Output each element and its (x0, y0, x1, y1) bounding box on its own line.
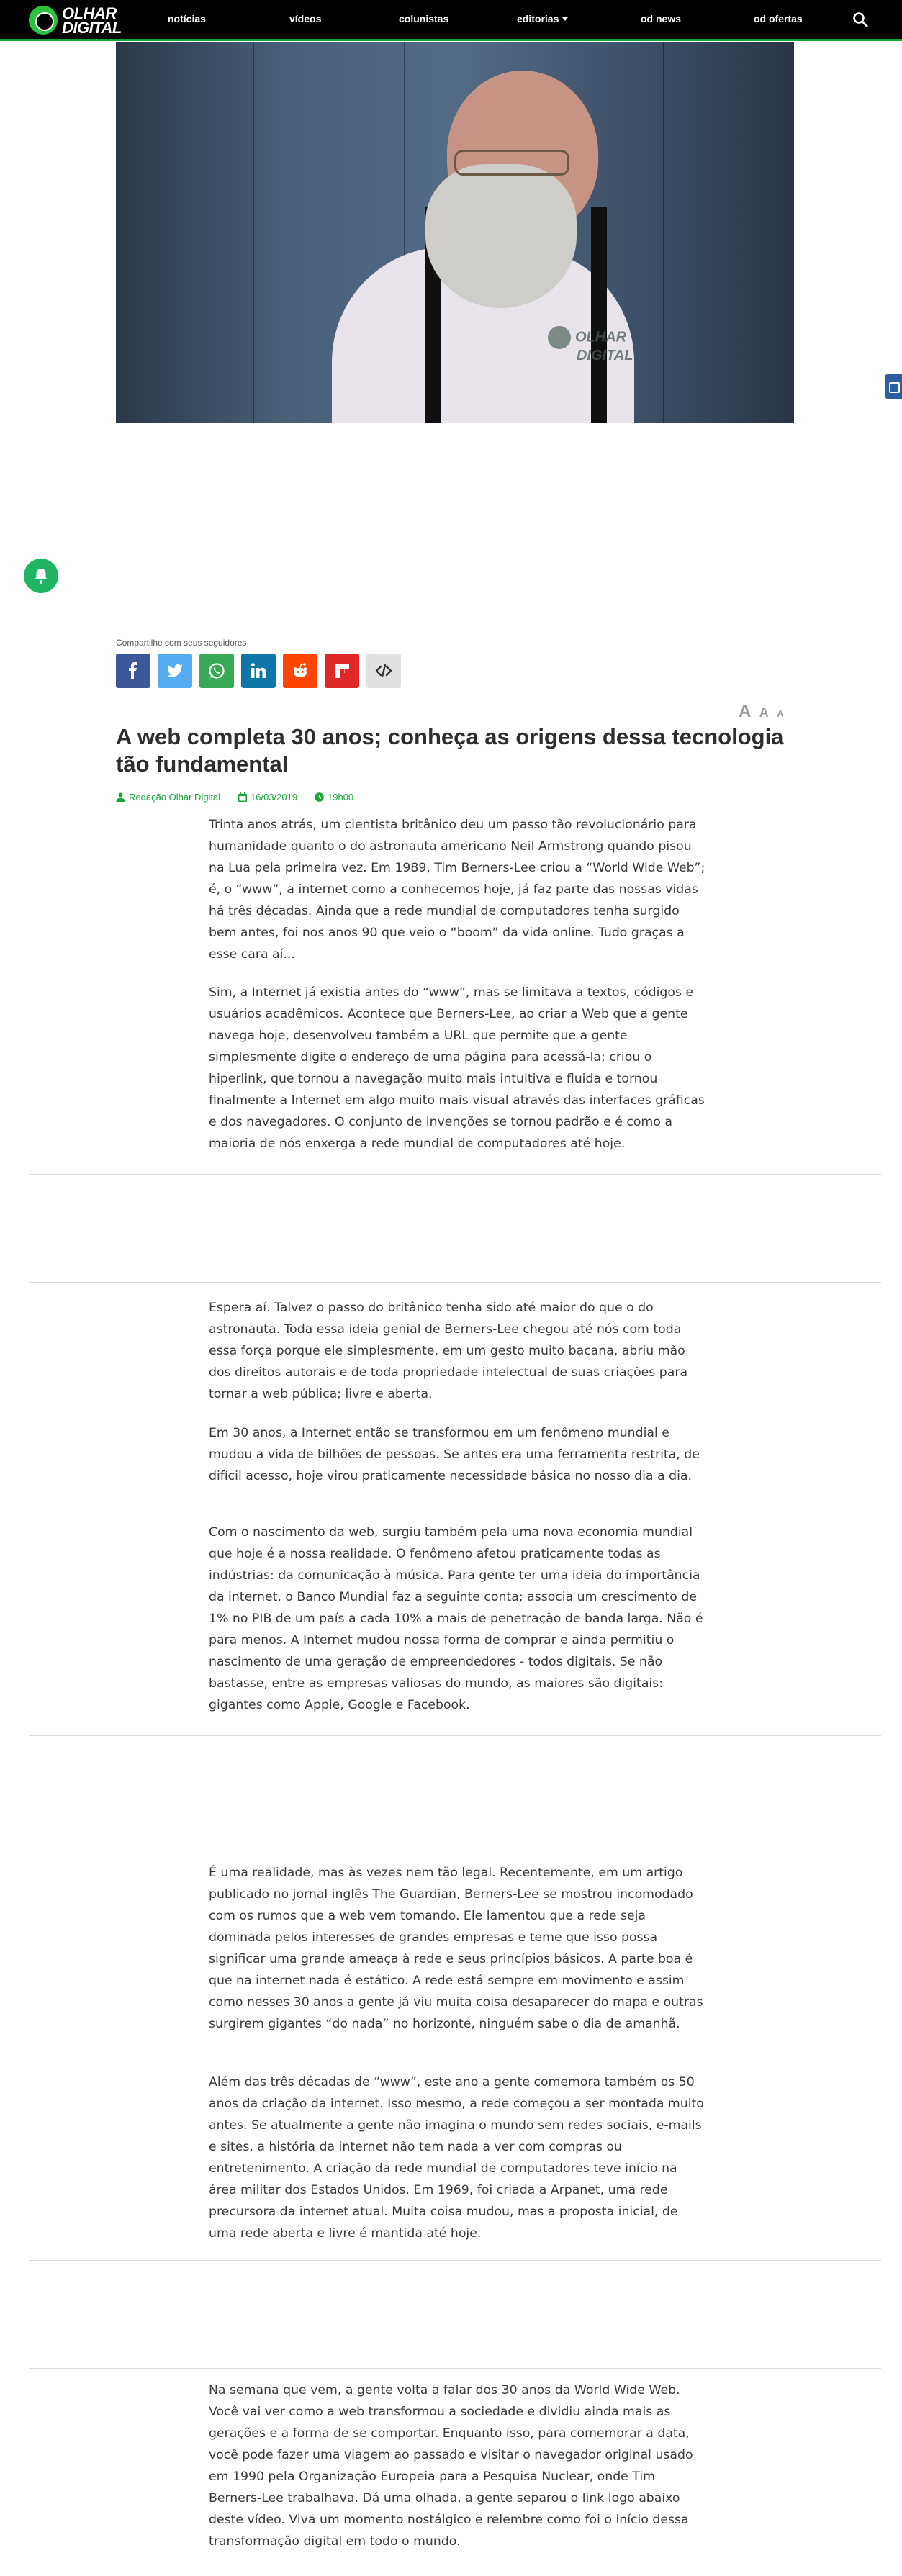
article-author[interactable] (116, 792, 220, 803)
embed-icon (375, 662, 392, 679)
article-paragraph: É uma realidade, mas às vezes nem tão legal. Recentemente, em um artigo publicado no jornal inglês The Guardian, Berners-Lee se mostrou incomodado com os rumos que a web vem tomando. Ele lamentou que a rede seja dominada pelos interesses de grandes empresas e teme que isso possa significar uma grande ameaça à rede e seus princípios básicos. A parte boa é que na internet nada é estático. A rede está sempre em movimento e assim como nesses 30 anos a gente já viu muita coisa desaparecer do mapa e outras surgirem gigantes “do nada” no horizonte, ninguém sabe o dia de amanhã. (209, 1866, 703, 2031)
twitter-icon (166, 662, 184, 679)
nav-item-editorias-label: editorias (517, 13, 559, 24)
article-paragraph: Com o nascimento da web, surgiu também pela uma nova economia mundial que hoje é a nossa realidade. O fenômeno afetou praticamente todas as indústrias: da comunicação à música. Para gente ter uma ideia do importância da internet, o Banco Mundial faz a seguinte conta; associa um crescimento de 1% no PIB de um país a cada 10% a mais de penetração de banda larga. Não é para menos. A Internet mudou nossa forma de comprar e ainda permitiu o nascimento de uma geração de empreendedores - todos digitais. Se não bastasse, entre as empresas valiosas do mundo, as maiores são digitais: gigantes como Apple, Google e Facebook. (209, 1525, 703, 1712)
ad-slot-divider (29, 2260, 881, 2261)
whatsapp-icon (208, 662, 225, 679)
nav-item-videos[interactable]: vídeos (289, 13, 322, 24)
font-size-large-button[interactable]: A (739, 702, 752, 721)
notification-bell-button[interactable] (24, 559, 58, 593)
top-navbar (0, 0, 902, 40)
nav-item-od-news[interactable]: od news (641, 13, 682, 24)
font-size-medium-button[interactable]: A (759, 705, 769, 720)
watermark-line2: DIGITAL (577, 348, 633, 363)
logo-icon (29, 6, 58, 35)
video-watermark (548, 326, 633, 362)
watermark-logo-icon (548, 326, 571, 349)
article-paragraph: Em 30 anos, a Internet então se transformou em um fenômeno mundial e mudou a vida de bilhões de pessoas. Se antes era uma ferramenta restrita, de difícil acesso, hoje virou praticamente necessidade básica no nosso dia a dia. (209, 1426, 700, 1483)
facebook-icon (125, 662, 142, 679)
user-icon (116, 792, 125, 802)
ad-slot-divider (29, 1174, 881, 1175)
calendar-icon (238, 792, 247, 802)
linkedin-icon (250, 662, 267, 679)
font-size-small-button[interactable]: A (777, 708, 784, 719)
nav-accent-line (0, 39, 902, 41)
ad-slot-divider (29, 2368, 881, 2369)
ad-slot-divider (29, 1735, 881, 1736)
logo-text-line1: OLHAR (62, 4, 117, 22)
share-whatsapp-button[interactable] (199, 654, 234, 688)
share-flipboard-button[interactable] (325, 654, 359, 688)
share-reddit-button[interactable] (283, 654, 317, 688)
site-logo[interactable] (29, 4, 130, 37)
date-text: 16/03/2019 (251, 792, 298, 803)
chevron-down-icon (562, 17, 568, 21)
share-twitter-button[interactable] (158, 654, 192, 688)
bell-icon (33, 567, 49, 584)
nav-item-editorias[interactable] (517, 0, 568, 40)
article-paragraph: Sim, a Internet já existia antes do “www”, mas se limitava a textos, códigos e usuários acadêmicos. Acontece que Berners-Lee, ao criar a Web que a gente navega hoje, desenvolveu também a URL que permite que a gente simplesmente digite o endereço de uma página para acessá-la; criou o hiperlink, que tornou a navegação muito mais intuitiva e fluida e tornou finalmente a Internet em algo muito mais visual através das interfaces gráficas e dos navegadores. O conjunto de invenções se tornou padrão e é como a maioria de nós enxerga a rede mundial de computadores até hoje. (209, 985, 705, 1151)
search-icon[interactable] (852, 12, 868, 27)
ad-slot-divider (29, 1282, 881, 1283)
nav-item-colunistas[interactable]: colunistas (399, 13, 449, 24)
flipboard-icon (333, 662, 351, 679)
nav-item-od-ofertas[interactable]: od ofertas (754, 13, 803, 24)
font-size-controls (739, 702, 789, 722)
share-facebook-button[interactable] (116, 654, 150, 688)
watermark-line1: OLHAR (575, 329, 627, 345)
article-title: A web completa 30 anos; conheça as origens dessa tecnologia tão fundamental (116, 724, 784, 777)
share-linkedin-button[interactable] (241, 654, 276, 688)
article-date (238, 792, 297, 803)
logo-text-line2: DIGITAL (62, 19, 122, 37)
share-label: Compartilhe com seus seguidores (116, 638, 247, 648)
side-widget-tab[interactable] (885, 374, 902, 399)
reddit-icon (292, 662, 309, 679)
nav-item-noticias[interactable]: notícias (168, 13, 206, 24)
time-text: 19h00 (328, 792, 354, 803)
author-name: Redação Olhar Digital (129, 792, 221, 803)
article-paragraph: Além das três décadas de “www”, este ano a gente comemora também os 50 anos da criação da internet. Isso mesmo, a rede começou a ser montada muito antes. Se atualmente a gente não imagina o mundo sem redes sociais, e-mails e sites, a história da internet não tem nada a ver com compras ou entretenimento. A criação da rede mundial de computadores teve início na área militar dos Estados Unidos. Em 1969, foi criada a Arpanet, uma rede precursora da internet atual. Muita coisa mudou, mas a proposta inicial, de uma rede aberta e livre é mantida até hoje. (209, 2075, 704, 2241)
article-paragraph: Na semana que vem, a gente volta a falar dos 30 anos da World Wide Web. Você vai ver como a web transformou a sociedade e dividiu ainda mais as gerações e a forma de se comportar. Enquanto isso, para comemorar a data, você pode fazer uma viagem ao passado e visitar o navegador original usado em 1990 pela Organização Europeia para a Pesquisa Nuclear, onde Tim Berners-Lee trabalhava. Dá uma olhada, a gente separou o link logo abaixo deste vídeo. Viva um momento nostálgico e relembre como foi o início dessa transformação digital em todo o mundo. (209, 2383, 693, 2549)
article-paragraph: Trinta anos atrás, um cientista britânico deu um passo tão revolucionário para humanidade quanto o do astronauta americano Neil Armstrong quando pisou na Lua pela primeira vez. Em 1989, Tim Berners-Lee criou a “World Wide Web”; é, o “www”, a internet como a conhecemos hoje, já faz parte das nossas vidas há três décadas. Ainda que a rede mundial de computadores tenha surgido bem antes, foi nos anos 90 que veio o “boom” da vida online. Tudo graças a esse cara aí... (209, 818, 705, 962)
share-embed-button[interactable] (366, 654, 401, 688)
clock-icon (315, 792, 324, 802)
article-paragraph: Espera aí. Talvez o passo do britânico tenha sido até maior do que o do astronauta. Toda essa ideia genial de Berners-Lee chegou até nós com toda essa força porque ele simplesmente, em um gesto muito bacana, abriu mão dos direitos autorais e de toda propriedade intelectual de suas criações para tornar a web pública; livre e aberta. (209, 1301, 688, 1401)
article-time (315, 792, 353, 803)
hero-image (116, 42, 794, 423)
